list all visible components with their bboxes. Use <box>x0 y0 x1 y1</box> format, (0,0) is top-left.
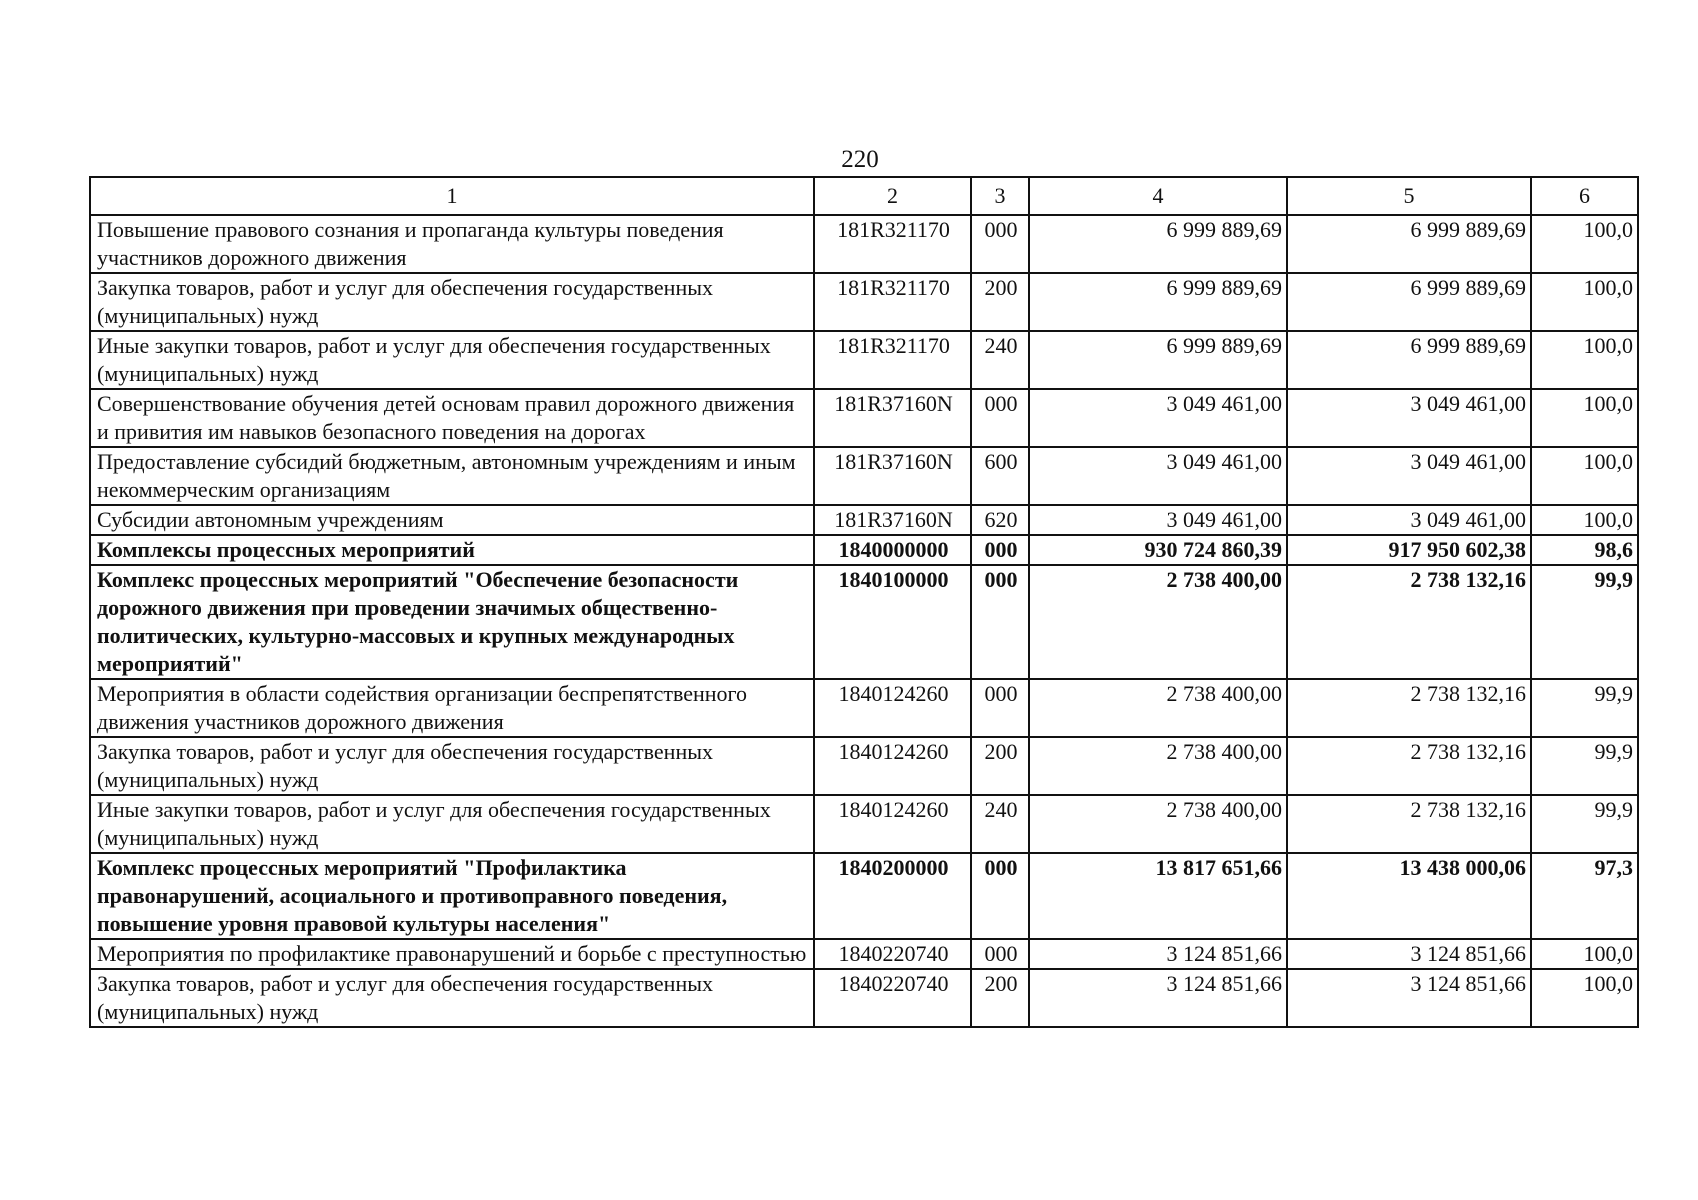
row-plan-amount-cell: 3 049 461,00 <box>1029 505 1287 535</box>
row-fact-amount-cell: 6 999 889,69 <box>1287 273 1531 331</box>
row-plan-amount-cell: 3 124 851,66 <box>1029 939 1287 969</box>
row-fact-amount-cell: 6 999 889,69 <box>1287 215 1531 273</box>
row-code-cell: 1840124260 <box>814 737 971 795</box>
row-fact-amount-cell: 3 049 461,00 <box>1287 505 1531 535</box>
table-body <box>90 215 1638 1027</box>
row-fact-amount-cell: 13 438 000,06 <box>1287 853 1531 939</box>
row-fact-amount-cell: 2 738 132,16 <box>1287 795 1531 853</box>
row-percent-cell: 99,9 <box>1531 679 1638 737</box>
row-plan-amount-cell: 3 124 851,66 <box>1029 969 1287 1027</box>
row-type-cell: 000 <box>971 215 1029 273</box>
row-plan-amount-cell: 2 738 400,00 <box>1029 679 1287 737</box>
row-fact-amount-cell: 6 999 889,69 <box>1287 331 1531 389</box>
row-code-cell: 181R37160N <box>814 505 971 535</box>
row-fact-amount-cell: 917 950 602,38 <box>1287 535 1531 565</box>
row-plan-amount-cell: 2 738 400,00 <box>1029 795 1287 853</box>
table-row <box>90 389 1638 447</box>
row-type-cell: 000 <box>971 939 1029 969</box>
row-percent-cell: 100,0 <box>1531 215 1638 273</box>
row-type-cell: 000 <box>971 853 1029 939</box>
row-name-cell: Иные закупки товаров, работ и услуг для обеспечения государственных (муниципальных) нужд <box>90 331 814 389</box>
row-name-cell: Мероприятия в области содействия организации беспрепятственного движения участников дорожного движения <box>90 679 814 737</box>
table-row <box>90 853 1638 939</box>
budget-table <box>89 176 1639 1028</box>
row-code-cell: 1840124260 <box>814 679 971 737</box>
row-code-cell: 1840100000 <box>814 565 971 679</box>
row-fact-amount-cell: 2 738 132,16 <box>1287 565 1531 679</box>
row-percent-cell: 100,0 <box>1531 939 1638 969</box>
row-code-cell: 181R37160N <box>814 447 971 505</box>
column-header-6: 6 <box>1531 177 1638 215</box>
row-type-cell: 000 <box>971 535 1029 565</box>
table-row <box>90 535 1638 565</box>
row-fact-amount-cell: 3 049 461,00 <box>1287 389 1531 447</box>
row-code-cell: 1840220740 <box>814 939 971 969</box>
row-plan-amount-cell: 2 738 400,00 <box>1029 737 1287 795</box>
row-plan-amount-cell: 6 999 889,69 <box>1029 331 1287 389</box>
row-plan-amount-cell: 2 738 400,00 <box>1029 565 1287 679</box>
row-name-cell: Комплекс процессных мероприятий "Профилактика правонарушений, асоциального и противоправного поведения, повышение уровня правовой культуры населения" <box>90 853 814 939</box>
row-name-cell: Повышение правового сознания и пропаганда культуры поведения участников дорожного движения <box>90 215 814 273</box>
row-percent-cell: 100,0 <box>1531 505 1638 535</box>
row-percent-cell: 100,0 <box>1531 447 1638 505</box>
row-type-cell: 200 <box>971 969 1029 1027</box>
column-header-1: 1 <box>90 177 814 215</box>
row-name-cell: Комплексы процессных мероприятий <box>90 535 814 565</box>
row-type-cell: 000 <box>971 565 1029 679</box>
row-code-cell: 1840000000 <box>814 535 971 565</box>
row-name-cell: Субсидии автономным учреждениям <box>90 505 814 535</box>
row-name-cell: Предоставление субсидий бюджетным, автономным учреждениям и иным некоммерческим организациям <box>90 447 814 505</box>
row-plan-amount-cell: 930 724 860,39 <box>1029 535 1287 565</box>
row-plan-amount-cell: 3 049 461,00 <box>1029 389 1287 447</box>
row-type-cell: 240 <box>971 331 1029 389</box>
table-row <box>90 969 1638 1027</box>
row-fact-amount-cell: 3 124 851,66 <box>1287 969 1531 1027</box>
row-percent-cell: 100,0 <box>1531 969 1638 1027</box>
row-type-cell: 200 <box>971 273 1029 331</box>
row-name-cell: Совершенствование обучения детей основам правил дорожного движения и привития им навыков безопасного поведения на дорогах <box>90 389 814 447</box>
table-row <box>90 737 1638 795</box>
row-percent-cell: 99,9 <box>1531 737 1638 795</box>
row-plan-amount-cell: 13 817 651,66 <box>1029 853 1287 939</box>
column-header-4: 4 <box>1029 177 1287 215</box>
row-code-cell: 181R37160N <box>814 389 971 447</box>
row-name-cell: Закупка товаров, работ и услуг для обеспечения государственных (муниципальных) нужд <box>90 737 814 795</box>
row-percent-cell: 99,9 <box>1531 795 1638 853</box>
row-type-cell: 620 <box>971 505 1029 535</box>
table-row <box>90 795 1638 853</box>
row-name-cell: Закупка товаров, работ и услуг для обеспечения государственных (муниципальных) нужд <box>90 273 814 331</box>
row-name-cell: Иные закупки товаров, работ и услуг для обеспечения государственных (муниципальных) нужд <box>90 795 814 853</box>
table-row <box>90 215 1638 273</box>
column-header-2: 2 <box>814 177 971 215</box>
page-number: 220 <box>841 146 879 173</box>
table-row <box>90 939 1638 969</box>
row-code-cell: 181R321170 <box>814 273 971 331</box>
column-number-header-row <box>90 177 1638 215</box>
column-header-5: 5 <box>1287 177 1531 215</box>
row-name-cell: Закупка товаров, работ и услуг для обеспечения государственных (муниципальных) нужд <box>90 969 814 1027</box>
row-fact-amount-cell: 2 738 132,16 <box>1287 737 1531 795</box>
row-plan-amount-cell: 3 049 461,00 <box>1029 447 1287 505</box>
row-plan-amount-cell: 6 999 889,69 <box>1029 215 1287 273</box>
row-fact-amount-cell: 3 049 461,00 <box>1287 447 1531 505</box>
row-type-cell: 240 <box>971 795 1029 853</box>
row-type-cell: 600 <box>971 447 1029 505</box>
row-name-cell: Мероприятия по профилактике правонарушений и борьбе с преступностью <box>90 939 814 969</box>
table-row <box>90 447 1638 505</box>
row-code-cell: 181R321170 <box>814 331 971 389</box>
row-plan-amount-cell: 6 999 889,69 <box>1029 273 1287 331</box>
row-code-cell: 1840124260 <box>814 795 971 853</box>
row-type-cell: 000 <box>971 679 1029 737</box>
row-type-cell: 200 <box>971 737 1029 795</box>
row-percent-cell: 99,9 <box>1531 565 1638 679</box>
table-row <box>90 331 1638 389</box>
row-percent-cell: 100,0 <box>1531 331 1638 389</box>
table-row <box>90 273 1638 331</box>
table-row <box>90 505 1638 535</box>
row-percent-cell: 97,3 <box>1531 853 1638 939</box>
row-fact-amount-cell: 2 738 132,16 <box>1287 679 1531 737</box>
table-row <box>90 679 1638 737</box>
row-code-cell: 1840220740 <box>814 969 971 1027</box>
column-header-3: 3 <box>971 177 1029 215</box>
row-type-cell: 000 <box>971 389 1029 447</box>
row-name-cell: Комплекс процессных мероприятий "Обеспечение безопасности дорожного движения при проведении значимых общественно-политических, культурно-массовых и крупных международных мероприятий" <box>90 565 814 679</box>
row-code-cell: 181R321170 <box>814 215 971 273</box>
table-row <box>90 565 1638 679</box>
row-fact-amount-cell: 3 124 851,66 <box>1287 939 1531 969</box>
row-code-cell: 1840200000 <box>814 853 971 939</box>
row-percent-cell: 98,6 <box>1531 535 1638 565</box>
row-percent-cell: 100,0 <box>1531 273 1638 331</box>
row-percent-cell: 100,0 <box>1531 389 1638 447</box>
